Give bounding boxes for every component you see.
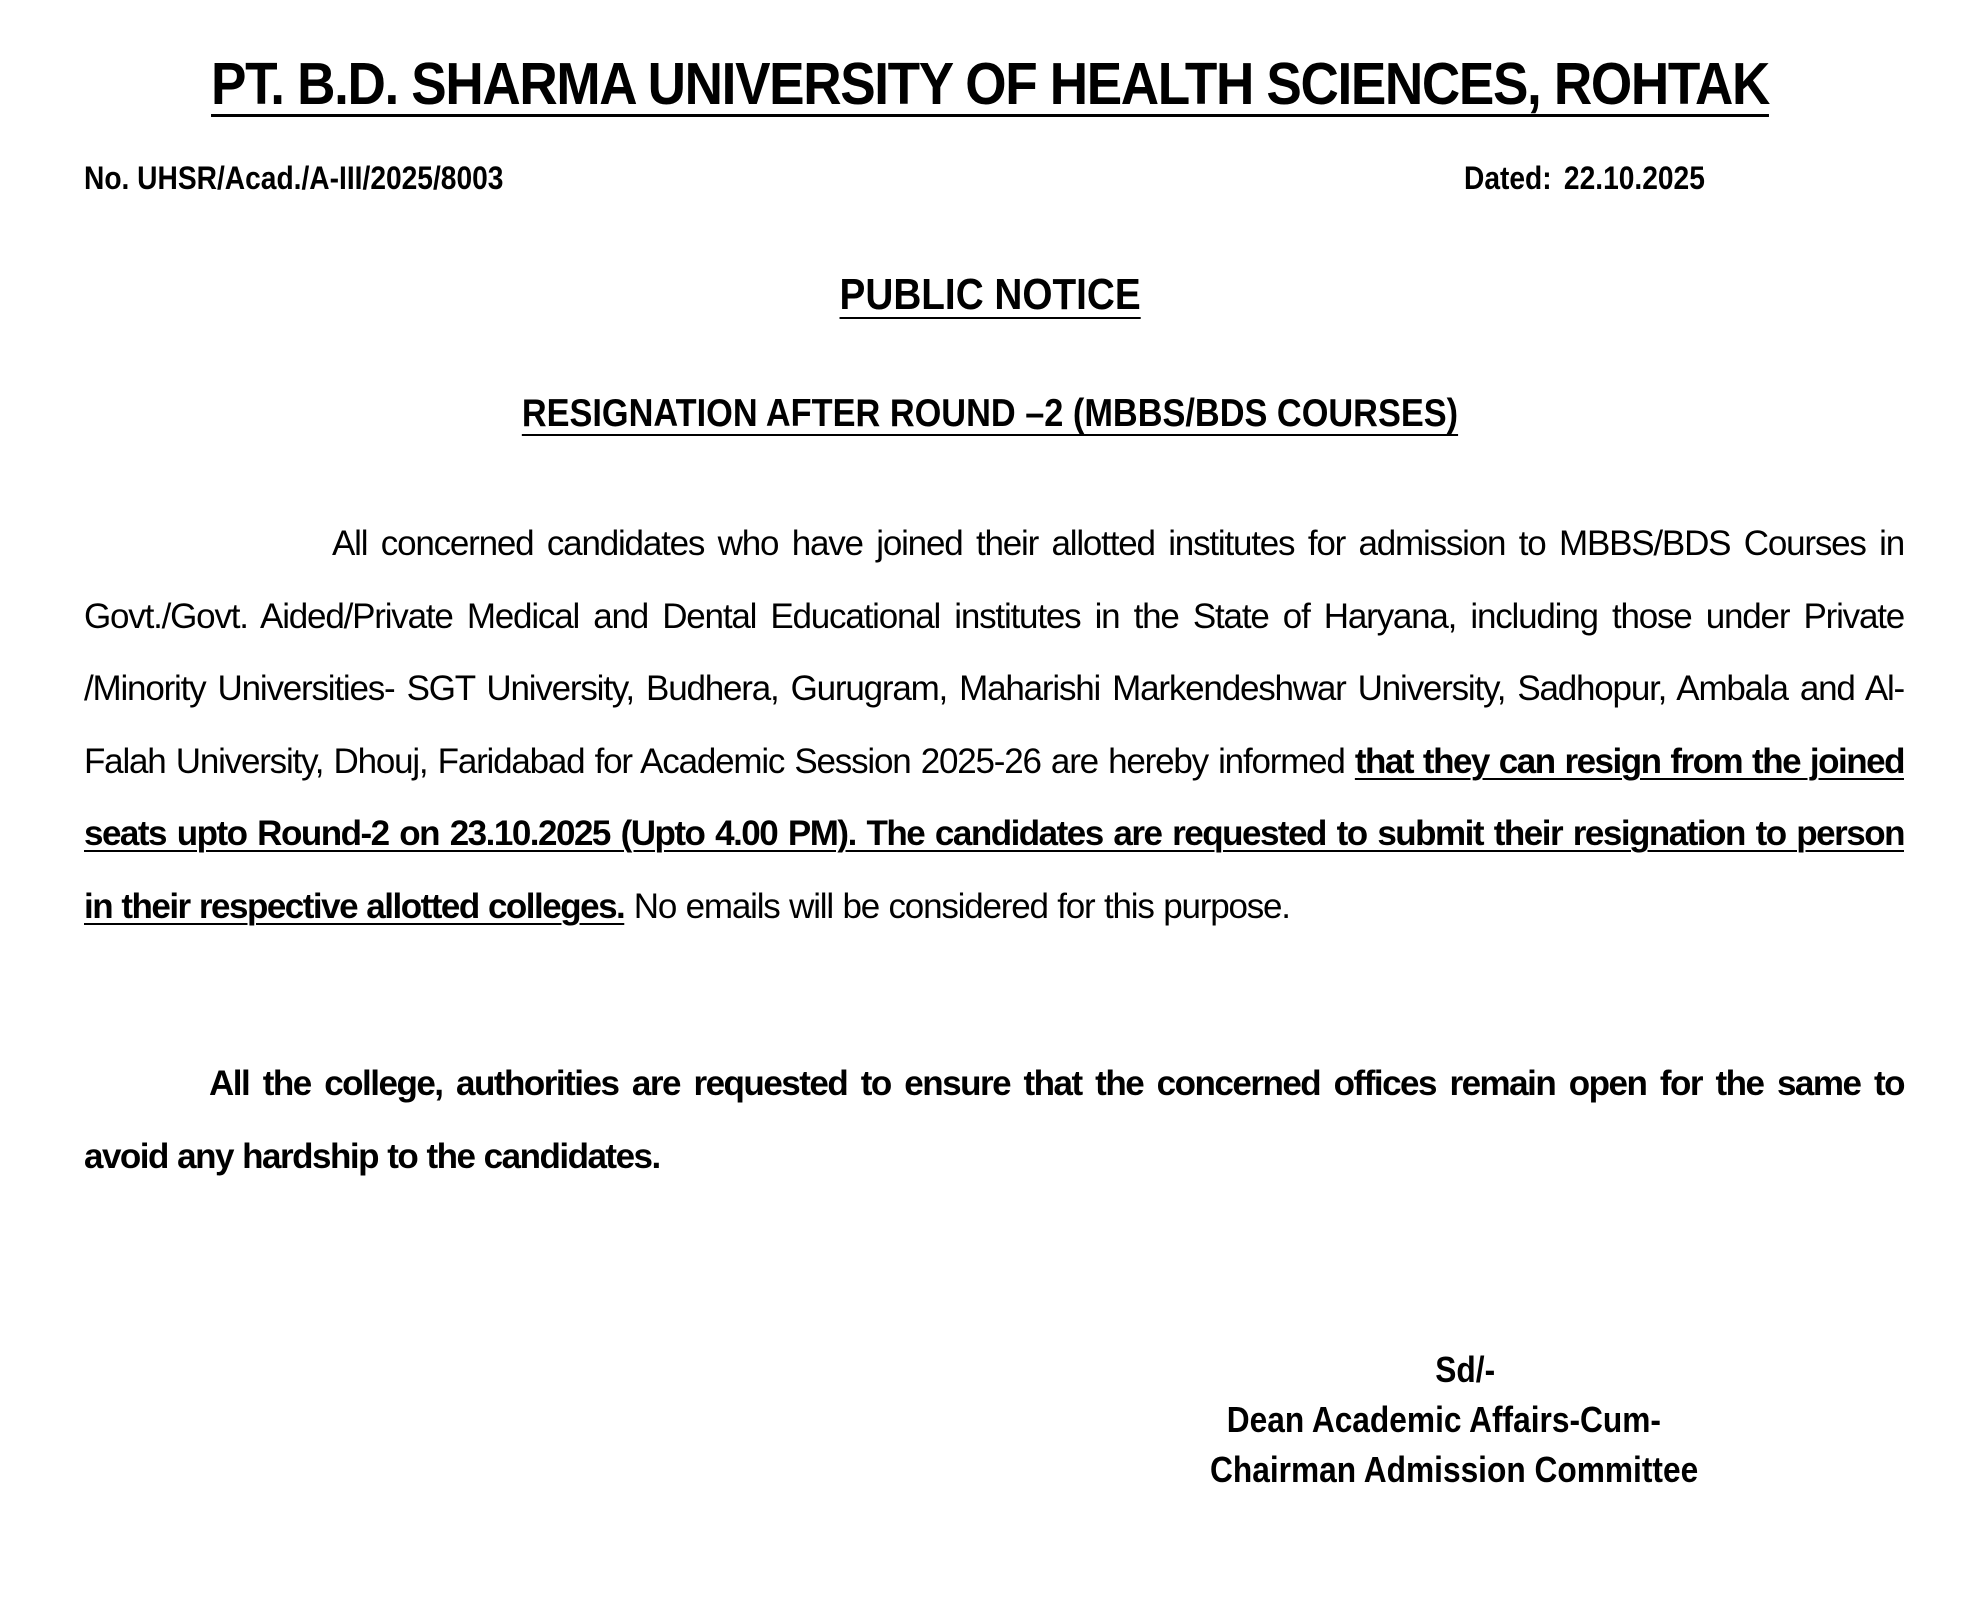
reference-number: No. UHSR/Acad./A-III/2025/8003 bbox=[84, 160, 504, 196]
dated-value: 22.10.2025 bbox=[1563, 160, 1705, 196]
public-notice-heading bbox=[0, 270, 1980, 320]
notice-paragraph-1 bbox=[84, 508, 1904, 943]
paragraph-1-outro: No emails will be considered for this purpose. bbox=[624, 886, 1290, 926]
signature-sd: Sd/- bbox=[1435, 1349, 1496, 1390]
university-title bbox=[99, 50, 1881, 118]
notice-date bbox=[1464, 160, 1705, 197]
paragraph-1-intro: All concerned candidates who have joined their allotted institutes for admission to MBBS/BDS Courses in Govt./Govt. Aided/Private Medical and Dental Educational institutes in the State of Haryana, including those under Private /Minority Universities- SGT University, Budhera, Gurugram, Maharishi Markendeshwar University, Sadhopur, Ambala and Al-Falah University, Dhouj, Faridabad for Academic Session 2025-26 are hereby informed bbox=[84, 524, 1904, 781]
paragraph-1-emphasis: that they can resign from the joined seats upto Round-2 on 23.10.2025 (Upto 4.00 PM). The candidates are requested to submit their resignation to person in their respective allotted colleges. bbox=[84, 741, 1904, 926]
signature-block bbox=[1210, 1345, 1770, 1495]
university-title-text: PT. B.D. SHARMA UNIVERSITY OF HEALTH SCIENCES, ROHTAK bbox=[211, 51, 1769, 117]
dated-label: Dated: bbox=[1464, 160, 1552, 196]
signatory-designation-line-2: Chairman Admission Committee bbox=[1210, 1449, 1699, 1490]
notice-paragraph-2: All the college, authorities are requested to ensure that the concerned offices remain open for the same to avoid any hardship to the candidates. bbox=[84, 1064, 1904, 1176]
public-notice-heading-text: PUBLIC NOTICE bbox=[839, 270, 1141, 319]
notice-subject-heading bbox=[0, 392, 1980, 436]
notice-subject-text: RESIGNATION AFTER ROUND –2 (MBBS/BDS COURSES) bbox=[521, 392, 1459, 435]
signatory-designation-line-1: Dean Academic Affairs-Cum- bbox=[1226, 1399, 1661, 1440]
